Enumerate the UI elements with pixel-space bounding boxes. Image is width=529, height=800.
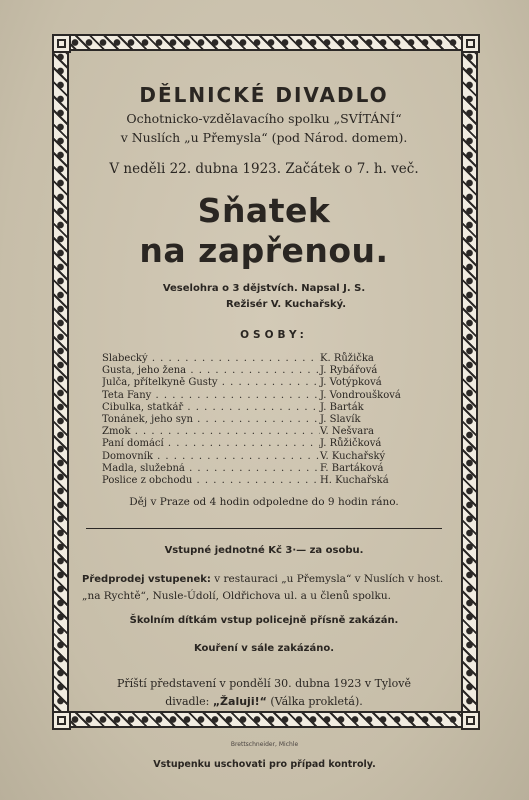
cast-role: Poslice z obchodu . . .	[102, 475, 320, 487]
border-top	[52, 34, 478, 51]
play-genre-author: Veselohra o 3 dějstvích. Napsal J. S.	[162, 283, 366, 294]
organization-line-2: v Nuslích „u Přemysla“ (pod Národ. domem).	[120, 130, 408, 145]
cast-actor: J. Růžičková	[320, 438, 382, 450]
cast-role: Teta Fany . . .	[102, 390, 320, 402]
cast-row	[102, 402, 432, 414]
admission-price: Vstupné jednotné Kč 3·— za osobu.	[164, 545, 364, 557]
cast-row	[102, 426, 432, 438]
cast-row	[102, 451, 432, 463]
cast-role: Domovník . . .	[102, 451, 320, 463]
cast-role: Slabecký . . .	[102, 353, 320, 365]
cast-heading: OSOBY:	[240, 329, 308, 341]
cast-row	[102, 414, 432, 426]
organization	[70, 109, 458, 147]
next-performance-line-1: Příští představení v pondělí 30. dubna 1923 v Tylově	[116, 677, 411, 691]
play-title	[70, 191, 458, 271]
cast-actor: V. Kuchařský	[320, 450, 386, 462]
next-performance-venue: divadle:	[165, 695, 210, 709]
cast-list	[102, 353, 432, 487]
next-performance	[70, 675, 458, 711]
ticket-note: Vstupenku uschovati pro případ kontroly.	[153, 759, 376, 770]
cast-actor: H. Kuchařská	[320, 475, 389, 487]
corner-ornament-top-right	[461, 34, 480, 53]
cast-row	[102, 377, 432, 389]
presale-text: v restauraci „u Přemysla“ v Nuslích v host. „na Rychtě“, Nusle-Údolí, Oldřichova ul. a u členů spolku.	[82, 573, 444, 603]
poster-content	[70, 66, 458, 711]
theatre-name: DĚLNICKÉ DIVADLO	[139, 83, 389, 107]
presale-label: Předprodej vstupenek:	[82, 574, 211, 586]
cast-actor: K. Růžička	[320, 353, 374, 364]
no-smoking-notice: Kouření v sále zakázáno.	[193, 643, 335, 655]
cast-actor: J. Vondroušková	[320, 389, 401, 401]
cast-row	[102, 390, 432, 402]
cast-actor: V. Nešvara	[320, 426, 374, 438]
play-subtitle	[70, 281, 458, 313]
border-left	[52, 34, 69, 728]
cast-row	[102, 353, 432, 365]
corner-ornament-bottom-right	[461, 711, 480, 730]
cast-actor: J. Barták	[320, 401, 364, 413]
corner-ornament-bottom-left	[52, 711, 71, 730]
cast-actor: J. Slavík	[320, 414, 361, 426]
cast-role: Paní domácí . . .	[102, 438, 320, 450]
border-bottom	[52, 711, 478, 728]
play-director: Režisér V. Kuchařský.	[225, 299, 347, 310]
cast-row	[102, 365, 432, 377]
school-children-notice: Školním dítkám vstup policejně přísně zakázán.	[129, 615, 399, 627]
cast-role: Julča, přítelkyně Gusty . . .	[102, 377, 320, 389]
next-performance-line-2	[70, 693, 458, 711]
printer-credit: Brettschneider, Michle	[230, 741, 299, 748]
divider	[86, 528, 442, 529]
next-performance-subtitle: (Válka prokletá).	[270, 695, 363, 709]
cast-row	[102, 463, 432, 475]
border-right	[461, 34, 478, 728]
cast-role: Madla, služebná . . .	[102, 463, 320, 475]
cast-actor: J. Votýpková	[320, 377, 382, 389]
setting-note: Děj v Praze od 4 hodin odpoledne do 9 hodin ráno.	[129, 496, 399, 509]
cast-role: Zmok . . .	[102, 426, 320, 438]
cast-actor: F. Bartáková	[320, 462, 384, 474]
presale-info	[82, 571, 446, 604]
cast-role: Cibulka, statkář . . .	[102, 402, 320, 414]
play-title-line-2: na zapřenou.	[139, 231, 389, 270]
cast-role: Tonánek, jeho syn . . .	[102, 414, 320, 426]
corner-ornament-top-left	[52, 34, 71, 53]
next-performance-title: „Žaluji!“	[212, 695, 267, 709]
performance-date: V neděli 22. dubna 1923. Začátek o 7. h. več.	[109, 161, 419, 177]
cast-role: Gusta, jeho žena . . .	[102, 365, 320, 377]
play-title-line-1: Sňatek	[197, 191, 331, 230]
cast-row	[102, 475, 432, 487]
cast-actor: J. Rybářová	[320, 365, 378, 377]
cast-row	[102, 438, 432, 450]
organization-line-1: Ochotnicko-vzdělavacího spolku „SVÍTÁNÍ“	[126, 111, 402, 126]
